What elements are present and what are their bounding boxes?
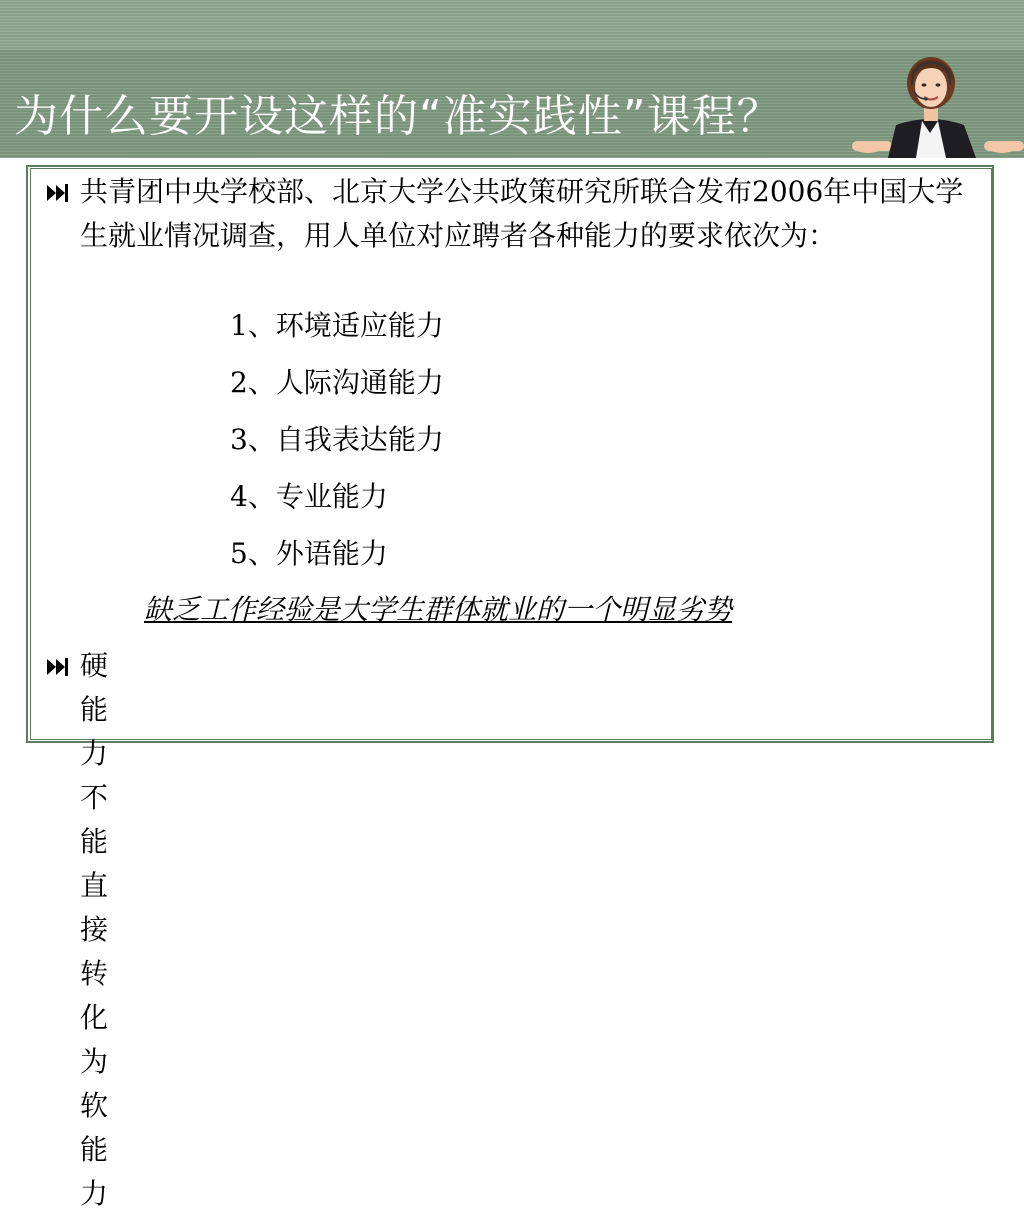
ability-item-2: 2、人际沟通能力 <box>230 366 444 399</box>
ability-item-5: 5、外语能力 <box>230 537 388 570</box>
bullet-2-text: 硬能力不能直接转化为软能力 <box>80 649 109 1210</box>
ability-item-1: 1、环境适应能力 <box>230 309 444 342</box>
survey-paragraph: 共青团中央学校部、北京大学公共政策研究所联合发布2006年中国大学生就业情况调查，用人单位对应聘者各种能力的要求依次为： <box>80 175 964 252</box>
slide-title: 为什么要开设这样的“准实践性”课程？ <box>14 91 782 142</box>
header-top-band <box>0 0 1024 50</box>
play-pause-bullet-icon <box>46 176 70 204</box>
presenter-illustration <box>852 55 1024 158</box>
presenter-photo <box>852 55 1024 158</box>
ability-item-4: 4、专业能力 <box>230 480 388 513</box>
emphasis-note: 缺乏工作经验是大学生群体就业的一个明显劣势 <box>144 593 733 626</box>
play-pause-bullet-icon <box>46 650 70 678</box>
ability-item-3: 3、自我表达能力 <box>230 423 444 456</box>
